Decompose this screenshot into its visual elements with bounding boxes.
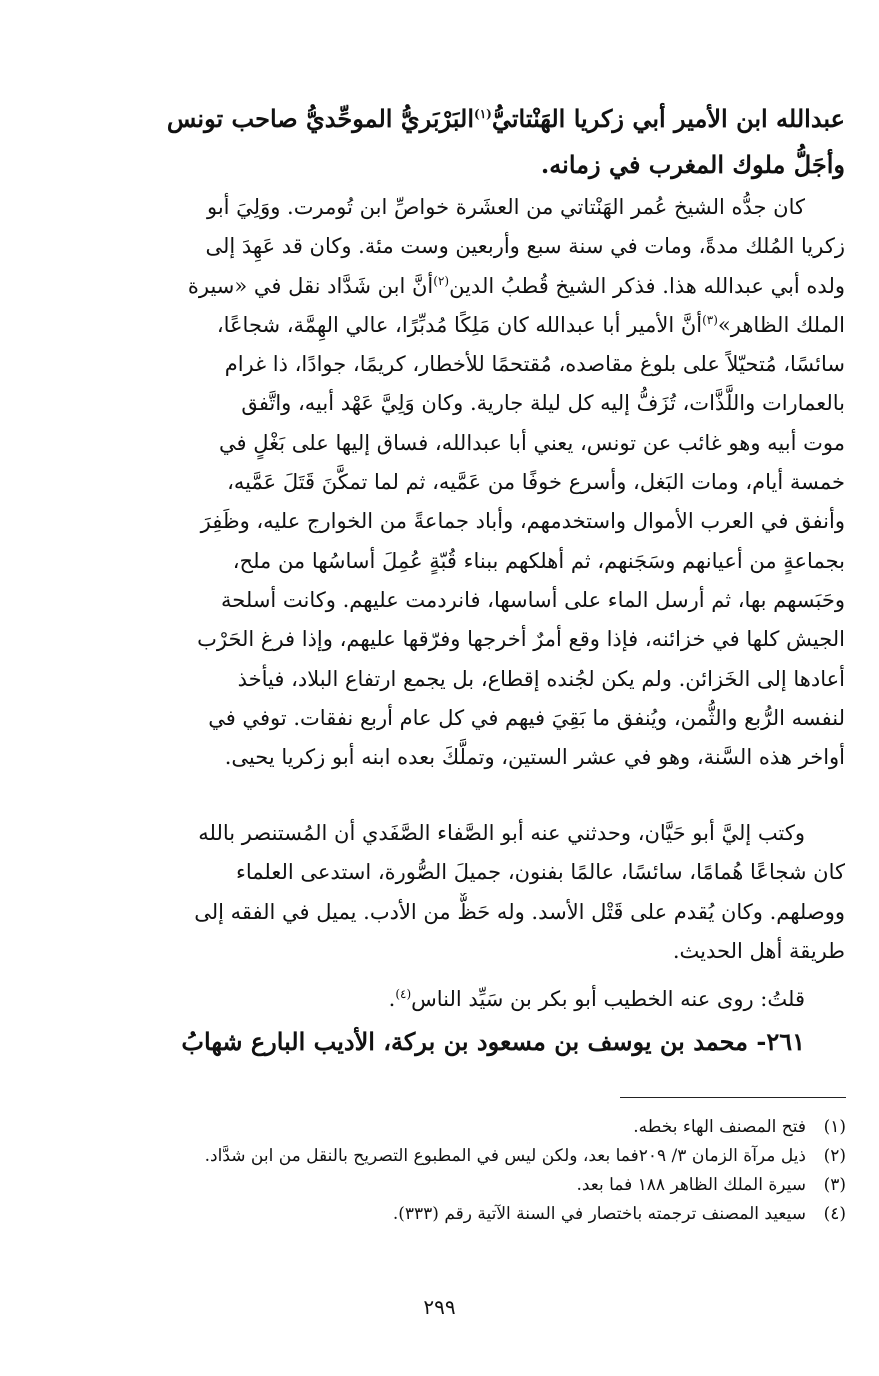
footnotes — [120, 1113, 846, 1229]
footnote-number: (٢) — [823, 1146, 846, 1166]
footnote-ref-3[interactable]: (٣) — [702, 312, 718, 327]
heading-line: ٢٦١- محمد بن يوسف بن مسعود بن بركة، الأديب البارع شهابُ — [181, 1027, 805, 1056]
text-line: خمسة أيام، ومات البَغل، وأسرع خوفًا من عَمَّيه، ثم لما تمكَّنَ قَتَلَ عَمَّيه، — [227, 470, 845, 495]
text-line: ووصلهم. وكان يُقدم على قَتْل الأسد. وله حَظٌّ من الأدب. يميل في الفقه إلى — [194, 899, 845, 924]
text-line: زكريا المُلك مدةً، ومات في سنة سبع وأربعين وست مئة. وكان قد عَهِدَ إلى — [205, 234, 845, 259]
footnote-text: سيرة الملك الظاهر ١٨٨ فما بعد. — [576, 1175, 806, 1195]
entry-261-heading — [98, 1020, 845, 1064]
footnote-number: (٣) — [823, 1175, 846, 1195]
text-line: وكتب إليَّ أبو حَيَّان، وحدثني عنه أبو الصَّفاء الصَّفَدي أن المُستنصر بالله — [198, 821, 805, 845]
text-line: بالعمارات واللَّذَّات، تُزَفُّ إليه كل ليلة جارية. وكان وَلِيَّ عَهْد أبيه، واتَّفق — [241, 391, 845, 416]
footnote-ref-1[interactable]: (١) — [474, 107, 492, 121]
footnote-ref-4[interactable]: (٤) — [395, 987, 412, 1001]
text-line: موت أبيه وهو غائب عن تونس، يعني أبا عبدالله، فساق إليها على بَغْلٍ في — [219, 430, 845, 455]
text-line — [98, 306, 845, 345]
text-line: طريقة أهل الحديث. — [672, 938, 845, 963]
footnote-text: ذيل مرآة الزمان ٣/ ٢٠٩فما بعد، ولكن ليس في المطبوع التصريح بالنقل من ابن شدَّاد. — [204, 1146, 806, 1166]
heading-line-1-start: عبدالله ابن الأمير أبي زكريا الهَنْتاتيُّ — [491, 104, 845, 133]
text-line — [98, 267, 845, 306]
heading-line-1-end: البَرْبَريُّ الموحِّديُّ صاحب تونس — [166, 104, 474, 133]
text-segment: الملك الظاهر» — [717, 312, 845, 337]
text-line: أعادها إلى الخَزائن. ولم يكن لجُنده إقطاع، بل يجمع ارتفاع البلاد، فيأخذ — [237, 666, 845, 691]
footnote-number: (٤) — [823, 1204, 846, 1224]
text-line: كان شجاعًا هُمامًا، سائسًا، عالمًا بفنون، جميلَ الصُّورة، استدعى العلماء — [235, 860, 845, 885]
text-line: بجماعةٍ من أعيانهم وسَجَنهم، ثم أهلكهم ببناء قُبّةٍ عُمِلَ أساسُها من ملح، — [232, 548, 845, 573]
text-line: وأنفق في العرب الأموال واستخدمهم، وأباد جماعةً من الخوارج عليه، وظَفِرَ — [200, 509, 845, 534]
text-line: أواخر هذه السَّنة، وهو في عشر الستين، وتملَّكَ بعده ابنه أبو زكريا يحيى. — [224, 745, 845, 770]
text-segment: قلتُ: روى عنه الخطيب أبو بكر بن سَيِّد الناس — [411, 987, 805, 1011]
footnote-item — [120, 1113, 846, 1142]
footnote-text: سيعيد المصنف ترجمته باختصار في السنة الآتية رقم (٣٣٣). — [392, 1204, 806, 1224]
text-line: لنفسه الرُّبع والثُّمن، ويُنفق ما بَقِيَ فيهم في كل عام أربع نفقات. توفي في — [208, 705, 845, 730]
footnote-item — [120, 1171, 846, 1200]
text-line: كان جدُّه الشيخ عُمر الهَنْتاتي من العشَرة خواصِّ ابن تُومرت. ووَلِيَ أبو — [206, 195, 805, 219]
text-segment: أنَّ الأمير أبا عبدالله كان مَلِكًا مُدبِّرًا، عالي الهِمَّة، شجاعًا، — [216, 312, 703, 337]
page-number: ٢٩٩ — [423, 1295, 456, 1319]
note-paragraph — [98, 980, 845, 1019]
biography-paragraph — [98, 188, 845, 777]
text-segment: ولده أبي عبدالله هذا. فذكر الشيخ قُطبُ الدين — [449, 273, 845, 298]
entry-260-heading — [98, 96, 845, 188]
biography-paragraph — [98, 814, 845, 971]
footnote-ref-2[interactable]: (٢) — [433, 273, 450, 288]
footnote-divider — [620, 1097, 846, 1098]
text-segment: أنَّ ابن شَدَّاد نقل في «سيرة — [187, 273, 434, 298]
footnote-text: فتح المصنف الهاء بخطه. — [633, 1117, 806, 1137]
text-segment: . — [388, 987, 396, 1011]
heading-line: وأجَلُّ ملوك المغرب في زمانه. — [540, 150, 845, 179]
text-line: الجيش كلها في خزائنه، فإذا وقع أمرٌ أخرجها وفرّقها عليهم، وإذا فرغ الحَرْب — [197, 627, 845, 652]
footnote-number: (١) — [823, 1117, 846, 1137]
footnote-item — [120, 1142, 846, 1171]
heading-line — [98, 96, 845, 142]
footnote-item — [120, 1200, 846, 1229]
text-line: سائسًا، مُتحيّلاً على بلوغ مقاصده، مُقتحمًا للأخطار، كريمًا، جوادًا، ذا غرام — [224, 352, 845, 377]
text-line: وحَبَسهم بها، ثم أرسل الماء على أساسها، فانردمت عليهم. وكانت أسلحة — [221, 587, 845, 612]
text-line — [98, 980, 845, 1019]
